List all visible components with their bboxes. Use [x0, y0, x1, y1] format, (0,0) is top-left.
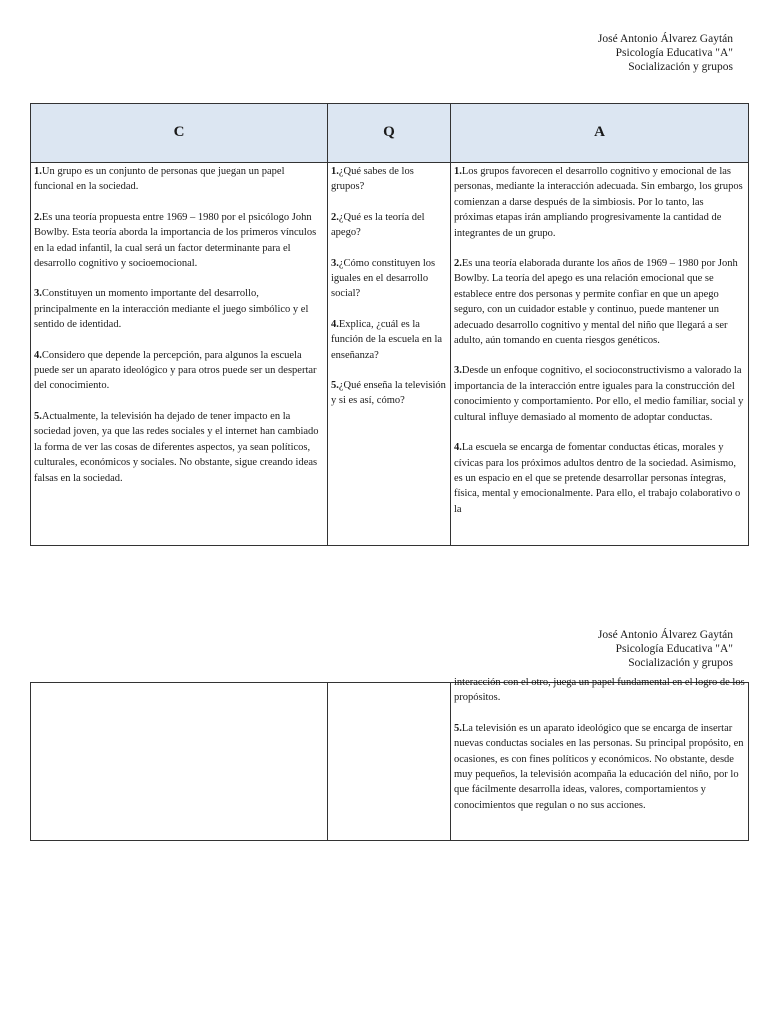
list-item: 3.Desde un enfoque cognitivo, el socioconstructivismo a valorado la importancia de la interacción entre iguales para la construcción del conocimiento y comportamiento. Por ello, el medio familiar, social y cultural influye demasiado al momento de adoptar conductas. — [454, 365, 744, 423]
list-item: 3.Constituyen un momento importante del desarrollo, principalmente en la interacción mediante el juego simbólico y el sentido de identidad. — [34, 288, 309, 331]
table-row — [31, 163, 749, 546]
a-column-cell — [451, 677, 749, 841]
cqa-table — [30, 103, 749, 546]
a-column-cell — [451, 163, 749, 546]
list-item: 1.¿Qué sabes de los grupos? — [331, 166, 414, 193]
q-column-cell — [328, 683, 451, 841]
course-name: Psicología Educativa "A" — [615, 643, 733, 655]
list-item: 1.Los grupos favorecen el desarrollo cognitivo y emocional de las personas, mediante la interacción adecuada. Sin embargo, los grupos comienzan a darse después de la simbiosis. Por lo tanto, las próximas etapas irán ampliando progresivamente la cantidad de integrantes de un grupo. — [454, 166, 743, 239]
table-row — [31, 683, 749, 841]
c-column-cell — [31, 683, 328, 841]
page-gap — [0, 585, 768, 594]
list-item: 5.Actualmente, la televisión ha dejado de tener impacto en la sociedad joven, ya que las redes sociales y el internet han cambiado la forma de ver las cosas de diferentes aspectos, ya sean políticos, culturales, económicos y sociales. No obstante, sigue creando ideas falsas en la sociedad. — [34, 410, 319, 484]
topic-name: Socialización y grupos — [628, 657, 733, 669]
topic-name: Socialización y grupos — [628, 61, 733, 73]
author-name: José Antonio Álvarez Gaytán — [597, 33, 733, 45]
cqa-table-continued — [30, 677, 749, 841]
list-item: 3.¿Cómo constituyen los iguales en el desarrollo social? — [331, 257, 436, 300]
table-header-row — [31, 104, 749, 163]
page-header — [598, 32, 733, 74]
list-item: 2.¿Qué es la teoría del apego? — [331, 211, 425, 239]
list-item: 4.La escuela se encarga de fomentar conductas éticas, morales y cívicas para los próximos adultos dentro de la sociedad. Asimismo, es un espacio en el que se pretende desarrollar personas íntegras, física, mental y emocionalmente. Para ello, el trabajo colaborativo o la — [454, 442, 741, 515]
list-item: 5.¿Qué enseña la televisión y si es así, cómo? — [331, 380, 446, 407]
list-item-continued: interacción con el otro, juega un papel fundamental en el logro de los propósitos. — [454, 677, 745, 704]
column-header-q: Q — [328, 104, 451, 163]
column-header-a: A — [451, 104, 749, 163]
list-item: 5.La televisión es un aparato ideológico que se encarga de insertar nuevas conductas sociales en las personas. Su principal propósito, en ocasiones, es con fines políticos y económicos. No obstante, desde muy pequeños, la televisión acompaña la educación del niño, por lo que fácilmente desarrolla ideas, valores, comportamientos y conocimientos que regulan o no sus acciones. — [454, 722, 744, 811]
list-item: 4.Explica, ¿cuál es la función de la escuela en la enseñanza? — [331, 318, 443, 361]
page-header — [598, 628, 733, 670]
list-item: 1.Un grupo es un conjunto de personas que juegan un papel funcional en la sociedad. — [34, 166, 285, 193]
list-item: 2.Es una teoría elaborada durante los años de 1969 – 1980 por Jonh Bowlby. La teoría del apego es una relación emocional que se establece entre dos personas y permite confiar en que un apego seguro, con un cuidador estable y continuo, puede mantener un adecuado desarrollo cognitivo y mental del niño que llegará a ser adulto, aún tomando en cuenta riesgos genéticos. — [454, 258, 738, 347]
q-column-cell — [328, 163, 451, 546]
course-name: Psicología Educativa "A" — [615, 47, 733, 59]
document-page-2 — [0, 594, 768, 1024]
column-header-c: C — [31, 104, 328, 163]
c-column-cell — [31, 163, 328, 546]
list-item: 4.Considero que depende la percepción, para algunos la escuela puede ser un aparato ideológico y para otros puede ser un despertar del conocimiento. — [34, 349, 317, 392]
author-name: José Antonio Álvarez Gaytán — [597, 629, 733, 641]
list-item: 2.Es una teoría propuesta entre 1969 – 1980 por el psicólogo John Bowlby. Esta teoría aborda la importancia de los primeros vínculos en la edad infantil, la cual será un factor determinante para el desarrollo cognitivo y socioemocional. — [34, 211, 317, 270]
